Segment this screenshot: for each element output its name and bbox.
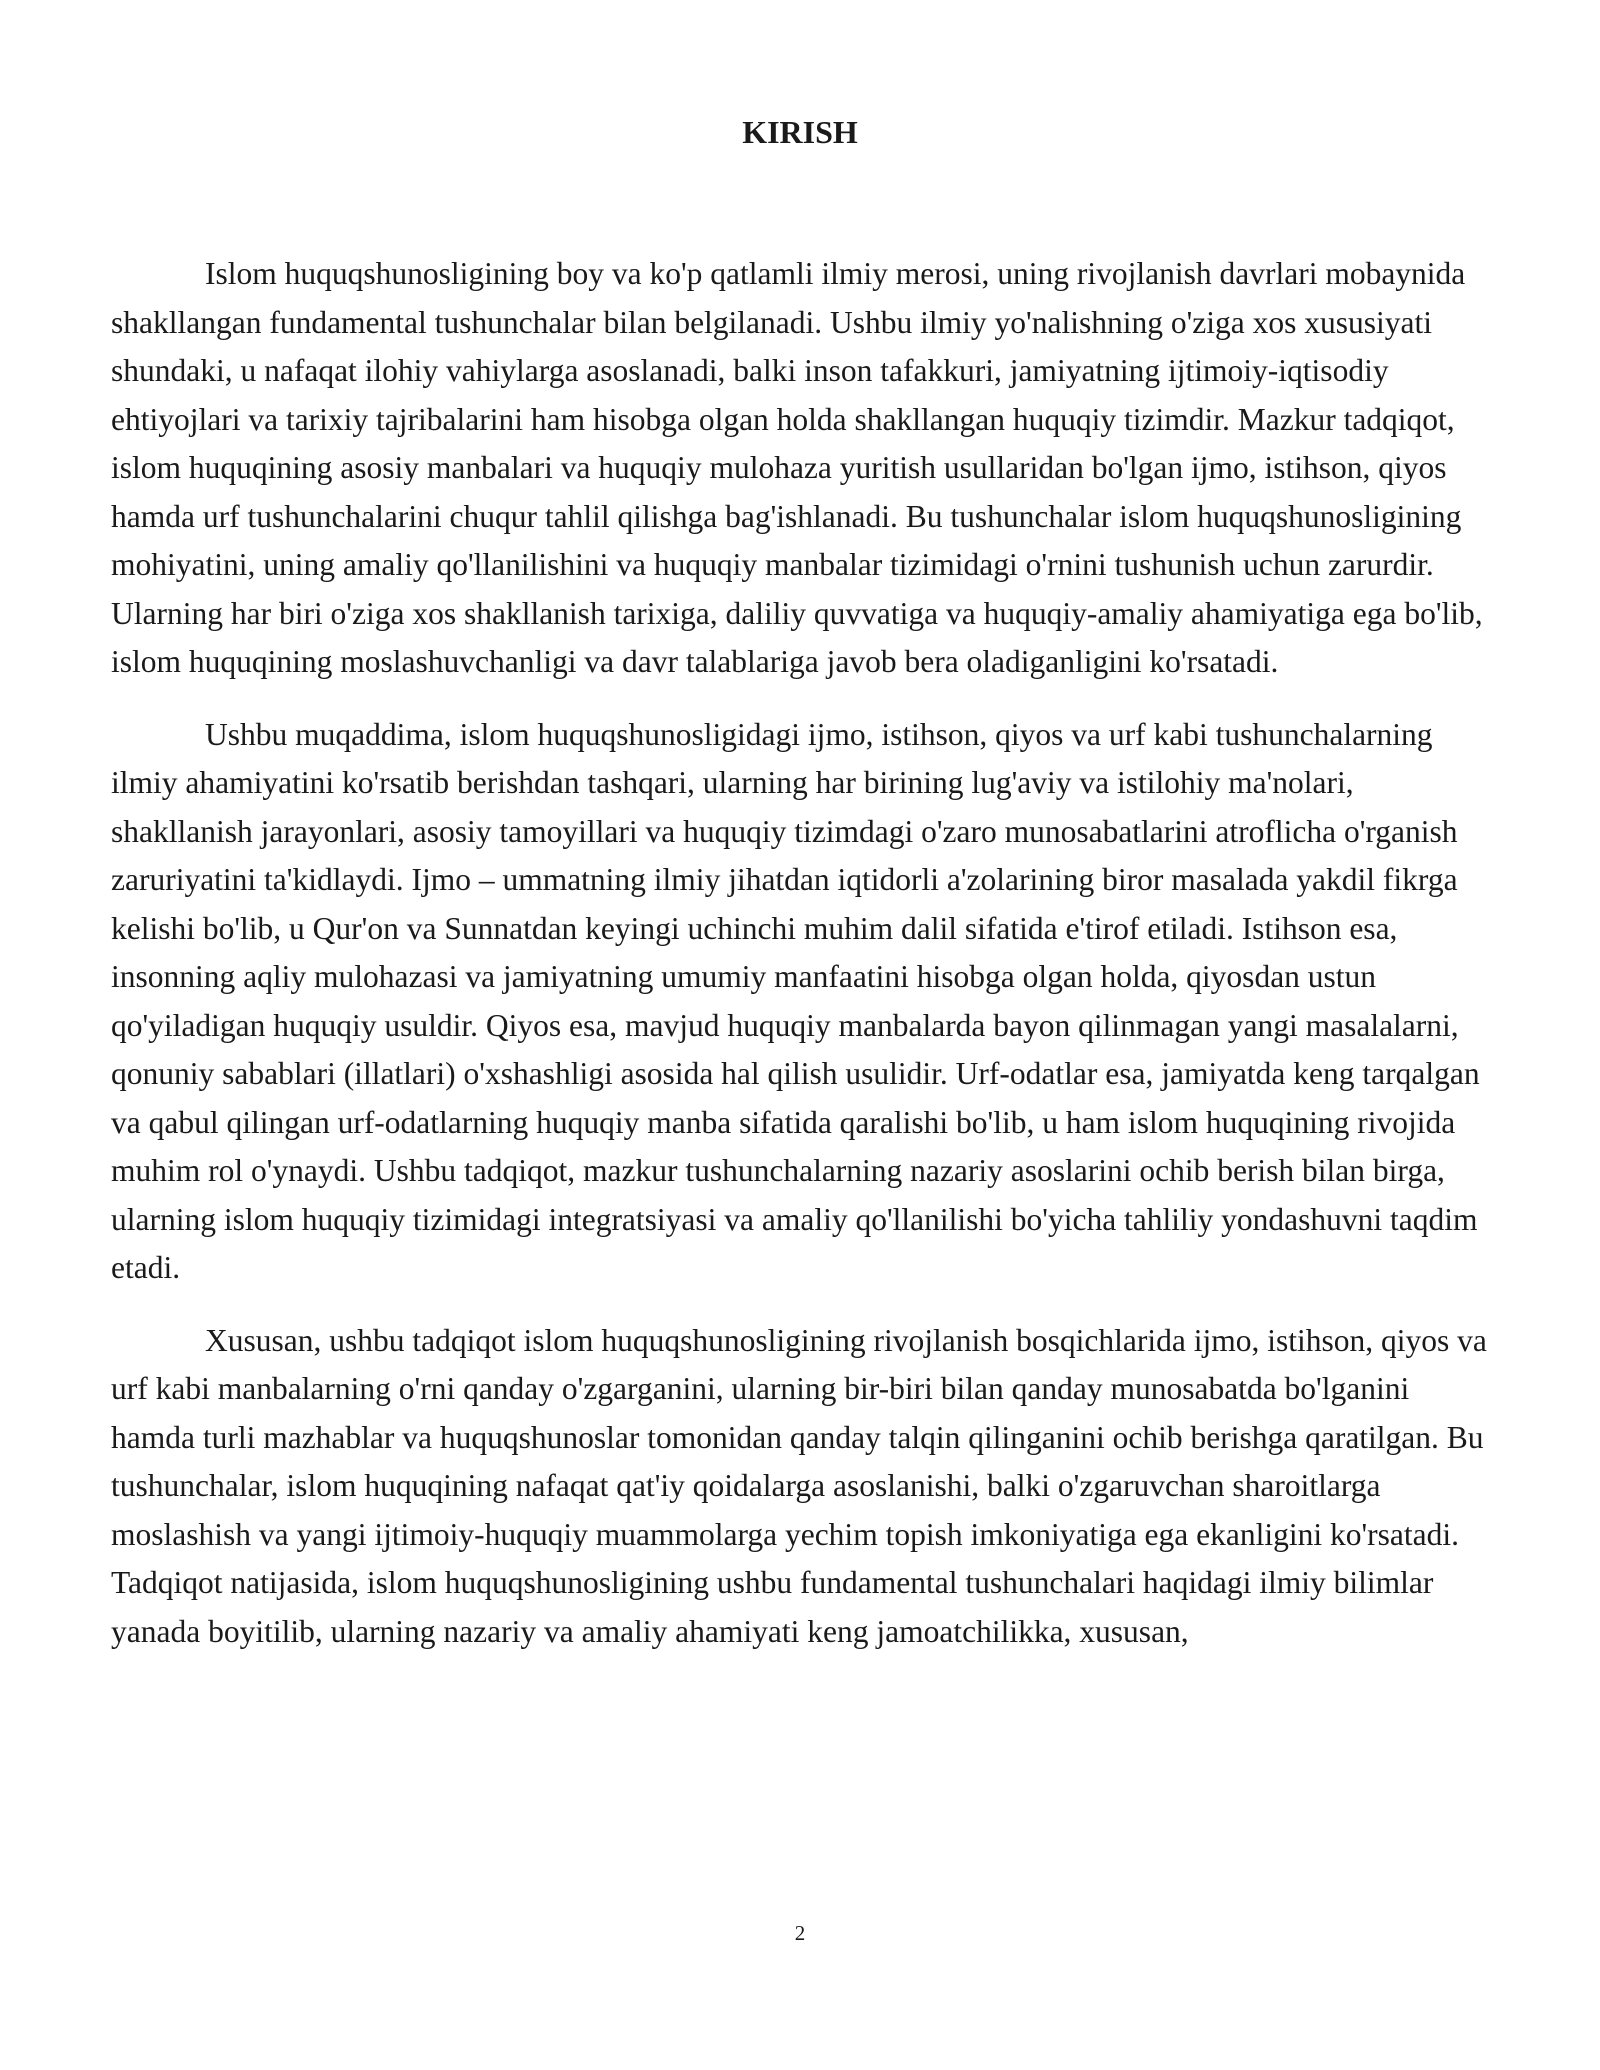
body-text xyxy=(111,250,1499,1680)
paragraph-3: Xususan, ushbu tadqiqot islom huquqshunosligining rivojlanish bosqichlarida ijmo, istihson, qiyos va urf kabi manbalarning o'rni qanday o'zgarganini, ularning bir-biri bilan qanday munosabatda bo'lganini hamda turli mazhablar va huquqshunoslar tomonidan qanday talqin qilinganini ochib berishga qaratilgan. Bu tushunchalar, islom huquqining nafaqat qat'iy qoidalarga asoslanishi, balki o'zgaruvchan sharoitlarga moslashish va yangi ijtimoiy-huquqiy muammolarga yechim topish imkoniyatiga ega ekanligini ko'rsatadi. Tadqiqot natijasida, islom huquqshunosligining ushbu fundamental tushunchalari haqidagi ilmiy bilimlar yanada boyitilib, ularning nazariy va amaliy ahamiyati keng jamoatchilikka, xususan, xyxy=(111,1322,1487,1649)
paragraph-1: Islom huquqshunosligining boy va ko'p qatlamli ilmiy merosi, uning rivojlanish davrlari mobaynida shakllangan fundamental tushunchalar bilan belgilanadi. Ushbu ilmiy yo'nalishning o'ziga xos xususiyati shundaki, u nafaqat ilohiy vahiylarga asoslanadi, balki inson tafakkuri, jamiyatning ijtimoiy-iqtisodiy ehtiyojlari va tarixiy tajribalarini ham hisobga olgan holda shakllangan huquqiy tizimdir. Mazkur tadqiqot, islom huquqining asosiy manbalari va huquqiy mulohaza yuritish usullaridan bo'lgan ijmo, istihson, qiyos hamda urf tushunchalarini chuqur tahlil qilishga bag'ishlanadi. Bu tushunchalar islom huquqshunosligining mohiyatini, uning amaliy qo'llanilishini va huquqiy manbalar tizimidagi o'rnini tushunish uchun zarurdir. Ularning har biri o'ziga xos shakllanish tarixiga, daliliy quvvatiga va huquqiy-amaliy ahamiyatiga ega bo'lib, islom huquqining moslashuvchanligi va davr talablariga javob bera oladiganligini ko'rsatadi. xyxy=(111,256,1483,679)
paragraph-2: Ushbu muqaddima, islom huquqshunosligidagi ijmo, istihson, qiyos va urf kabi tushunchalarning ilmiy ahamiyatini ko'rsatib berishdan tashqari, ularning har birining lug'aviy va istilohiy ma'nolari, shakllanish jarayonlari, asosiy tamoyillari va huquqiy tizimdagi o'zaro munosabatlarini atroflicha o'rganish zaruriyatini ta'kidlaydi. Ijmo – ummatning ilmiy jihatdan iqtidorli a'zolarining biror masalada yakdil fikrga kelishi bo'lib, u Qur'on va Sunnatdan keyingi uchinchi muhim dalil sifatida e'tirof etiladi. Istihson esa, insonning aqliy mulohazasi va jamiyatning umumiy manfaatini hisobga olgan holda, qiyosdan ustun qo'yiladigan huquqiy usuldir. Qiyos esa, mavjud huquqiy manbalarda bayon qilinmagan yangi masalalarni, qonuniy sabablari (illatlari) o'xshashligi asosida hal qilish usulidir. Urf-odatlar esa, jamiyatda keng tarqalgan va qabul qilingan urf-odatlarning huquqiy manba sifatida qaralishi bo'lib, u ham islom huquqining rivojida muhim rol o'ynaydi. Ushbu tadqiqot, mazkur tushunchalarning nazariy asoslarini ochib berish bilan birga, ularning islom huquqiy tizimidagi integratsiyasi va amaliy qo'llanilishi bo'yicha tahliliy yondashuvni taqdim etadi. xyxy=(111,716,1480,1285)
page-title: KIRISH xyxy=(742,114,858,150)
page-number: 2 xyxy=(794,1921,806,1945)
